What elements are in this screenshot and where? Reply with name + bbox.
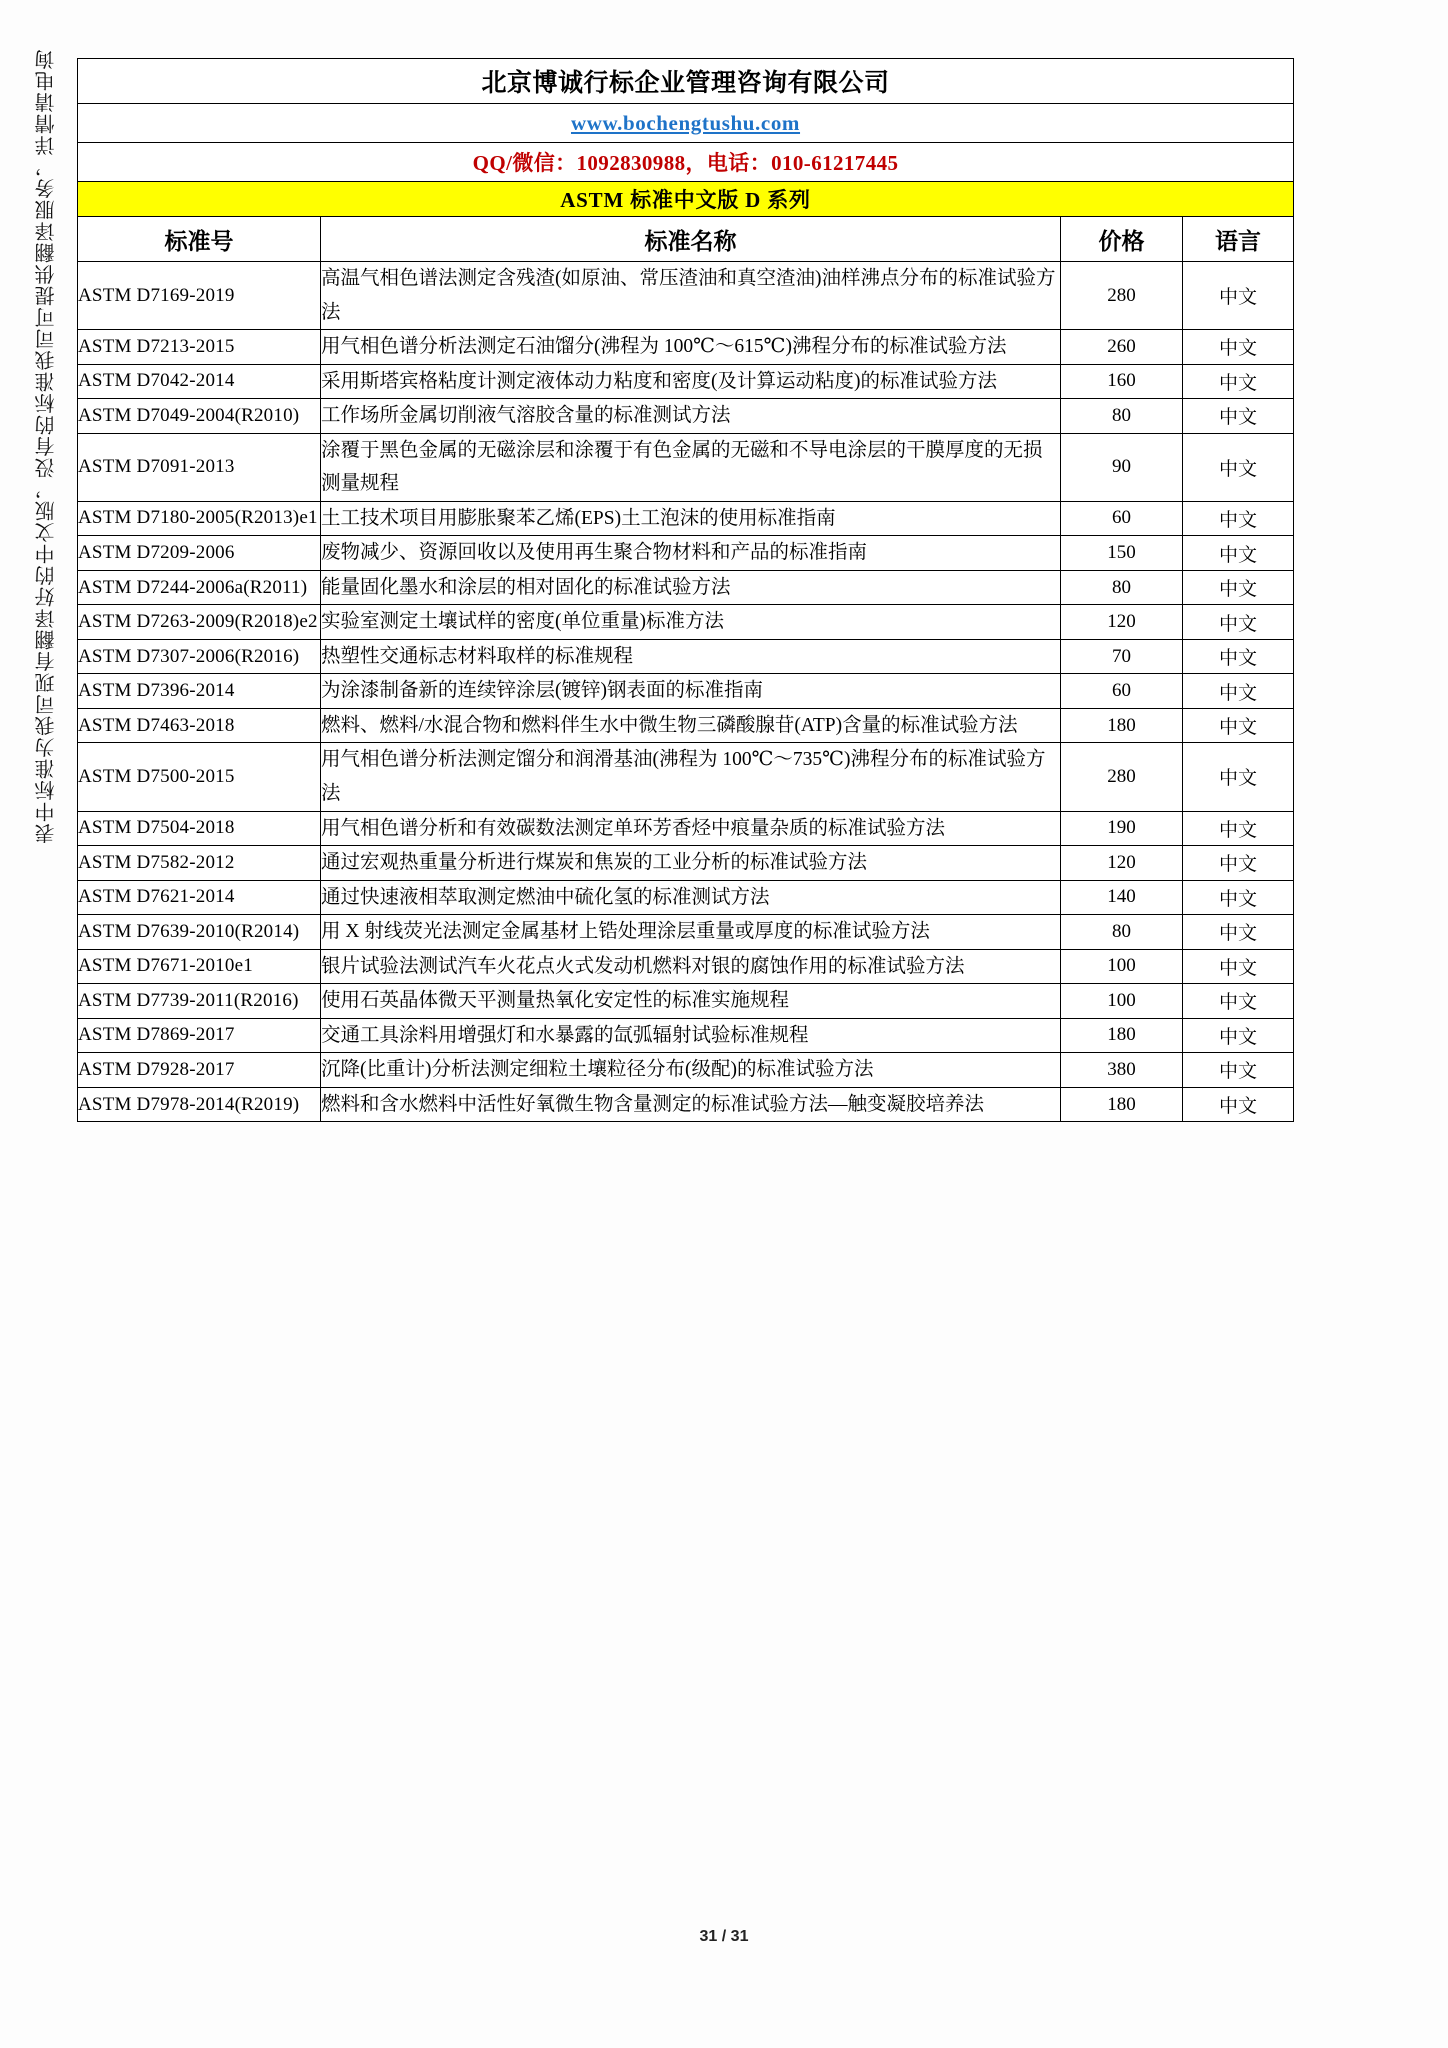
standard-code: ASTM D7671-2010e1 <box>78 949 321 984</box>
standard-code: ASTM D7739-2011(R2016) <box>78 984 321 1019</box>
standard-name: 银片试验法测试汽车火花点火式发动机燃料对银的腐蚀作用的标准试验方法 <box>321 949 1061 984</box>
standard-name: 交通工具涂料用增强灯和水暴露的氙弧辐射试验标准规程 <box>321 1018 1061 1053</box>
standard-language: 中文 <box>1183 949 1294 984</box>
website-cell <box>78 104 1294 143</box>
standard-code: ASTM D7042-2014 <box>78 364 321 399</box>
standard-price: 280 <box>1061 262 1183 330</box>
standard-language: 中文 <box>1183 880 1294 915</box>
website-link[interactable]: www.bochengtushu.com <box>570 110 801 135</box>
standard-name: 使用石英晶体微天平测量热氧化安定性的标准实施规程 <box>321 984 1061 1019</box>
table-row <box>78 674 1294 709</box>
contact-info: QQ/微信：1092830988，电话：010-61217445 <box>78 143 1294 182</box>
standard-code: ASTM D7180-2005(R2013)e1 <box>78 501 321 536</box>
standard-name: 通过宏观热重量分析进行煤炭和焦炭的工业分析的标准试验方法 <box>321 846 1061 881</box>
standard-language: 中文 <box>1183 605 1294 640</box>
table-row <box>78 536 1294 571</box>
standard-name: 燃料和含水燃料中活性好氧微生物含量测定的标准试验方法—触变凝胶培养法 <box>321 1087 1061 1122</box>
standard-name: 热塑性交通标志材料取样的标准规程 <box>321 639 1061 674</box>
standard-price: 100 <box>1061 949 1183 984</box>
standard-name: 燃料、燃料/水混合物和燃料伴生水中微生物三磷酸腺苷(ATP)含量的标准试验方法 <box>321 708 1061 743</box>
table-row <box>78 915 1294 950</box>
standard-language: 中文 <box>1183 433 1294 501</box>
table-row <box>78 880 1294 915</box>
table-row <box>78 811 1294 846</box>
table-row <box>78 743 1294 811</box>
standard-language: 中文 <box>1183 1018 1294 1053</box>
standard-code: ASTM D7504-2018 <box>78 811 321 846</box>
standard-code: ASTM D7396-2014 <box>78 674 321 709</box>
series-banner: ASTM 标准中文版 D 系列 <box>78 182 1294 217</box>
standard-price: 90 <box>1061 433 1183 501</box>
company-title-row <box>78 59 1294 104</box>
standard-language: 中文 <box>1183 364 1294 399</box>
standard-name: 用气相色谱分析和有效碳数法测定单环芳香烃中痕量杂质的标准试验方法 <box>321 811 1061 846</box>
website-row <box>78 104 1294 143</box>
standard-language: 中文 <box>1183 570 1294 605</box>
contact-row <box>78 143 1294 182</box>
standard-price: 380 <box>1061 1053 1183 1088</box>
standard-code: ASTM D7500-2015 <box>78 743 321 811</box>
standard-price: 100 <box>1061 984 1183 1019</box>
standard-name: 涂覆于黑色金属的无磁涂层和涂覆于有色金属的无磁和不导电涂层的干膜厚度的无损测量规程 <box>321 433 1061 501</box>
standard-code: ASTM D7307-2006(R2016) <box>78 639 321 674</box>
standard-code: ASTM D7928-2017 <box>78 1053 321 1088</box>
standard-price: 160 <box>1061 364 1183 399</box>
table-row <box>78 262 1294 330</box>
standard-language: 中文 <box>1183 501 1294 536</box>
standard-price: 180 <box>1061 1087 1183 1122</box>
standard-price: 120 <box>1061 605 1183 640</box>
column-header-name: 标准名称 <box>321 217 1061 262</box>
column-header-code: 标准号 <box>78 217 321 262</box>
standard-name: 高温气相色谱法测定含残渣(如原油、常压渣油和真空渣油)油样沸点分布的标准试验方法 <box>321 262 1061 330</box>
standard-language: 中文 <box>1183 743 1294 811</box>
standard-price: 180 <box>1061 1018 1183 1053</box>
standard-price: 60 <box>1061 674 1183 709</box>
standard-price: 80 <box>1061 570 1183 605</box>
standard-language: 中文 <box>1183 846 1294 881</box>
standard-code: ASTM D7869-2017 <box>78 1018 321 1053</box>
standard-name: 沉降(比重计)分析法测定细粒土壤粒径分布(级配)的标准试验方法 <box>321 1053 1061 1088</box>
standard-language: 中文 <box>1183 1053 1294 1088</box>
table-row <box>78 570 1294 605</box>
column-header-row <box>78 217 1294 262</box>
standard-code: ASTM D7582-2012 <box>78 846 321 881</box>
standard-language: 中文 <box>1183 674 1294 709</box>
table-row <box>78 708 1294 743</box>
banner-row <box>78 182 1294 217</box>
standard-language: 中文 <box>1183 330 1294 365</box>
standard-name: 用气相色谱分析法测定石油馏分(沸程为 100℃～615℃)沸程分布的标准试验方法 <box>321 330 1061 365</box>
standard-name: 土工技术项目用膨胀聚苯乙烯(EPS)土工泡沫的使用标准指南 <box>321 501 1061 536</box>
table-row <box>78 949 1294 984</box>
standard-price: 60 <box>1061 501 1183 536</box>
standard-price: 80 <box>1061 399 1183 434</box>
table-row <box>78 639 1294 674</box>
table-row <box>78 330 1294 365</box>
standard-name: 通过快速液相萃取测定燃油中硫化氢的标准测试方法 <box>321 880 1061 915</box>
table-row <box>78 984 1294 1019</box>
standard-code: ASTM D7169-2019 <box>78 262 321 330</box>
standard-code: ASTM D7049-2004(R2010) <box>78 399 321 434</box>
side-note-vertical <box>18 48 76 878</box>
standard-language: 中文 <box>1183 915 1294 950</box>
standard-code: ASTM D7978-2014(R2019) <box>78 1087 321 1122</box>
table-row <box>78 501 1294 536</box>
standard-code: ASTM D7463-2018 <box>78 708 321 743</box>
standards-table <box>77 58 1294 1122</box>
standard-price: 80 <box>1061 915 1183 950</box>
standard-price: 260 <box>1061 330 1183 365</box>
table-row <box>78 605 1294 640</box>
standard-code: ASTM D7244-2006a(R2011) <box>78 570 321 605</box>
standard-name: 实验室测定土壤试样的密度(单位重量)标准方法 <box>321 605 1061 640</box>
table-row <box>78 846 1294 881</box>
standard-code: ASTM D7639-2010(R2014) <box>78 915 321 950</box>
standard-name: 工作场所金属切削液气溶胶含量的标准测试方法 <box>321 399 1061 434</box>
standard-price: 190 <box>1061 811 1183 846</box>
standards-table-container <box>77 58 1293 1122</box>
column-header-lang: 语言 <box>1183 217 1294 262</box>
standard-name: 为涂漆制备新的连续锌涂层(镀锌)钢表面的标准指南 <box>321 674 1061 709</box>
standard-language: 中文 <box>1183 536 1294 571</box>
standard-price: 70 <box>1061 639 1183 674</box>
table-row <box>78 399 1294 434</box>
standard-price: 280 <box>1061 743 1183 811</box>
standard-code: ASTM D7091-2013 <box>78 433 321 501</box>
page-footer <box>0 1928 1448 1946</box>
table-row <box>78 364 1294 399</box>
standard-language: 中文 <box>1183 399 1294 434</box>
standard-code: ASTM D7263-2009(R2018)e2 <box>78 605 321 640</box>
standard-price: 140 <box>1061 880 1183 915</box>
standard-name: 能量固化墨水和涂层的相对固化的标准试验方法 <box>321 570 1061 605</box>
standard-price: 120 <box>1061 846 1183 881</box>
standard-language: 中文 <box>1183 708 1294 743</box>
side-note-text: 表中标准为我司现有翻译好的中文版，没有的标准我司可提供翻译服务，详情请电询 <box>35 48 58 844</box>
table-row <box>78 1087 1294 1122</box>
table-row <box>78 1053 1294 1088</box>
company-title: 北京博诚行标企业管理咨询有限公司 <box>78 59 1294 104</box>
standard-code: ASTM D7213-2015 <box>78 330 321 365</box>
standard-language: 中文 <box>1183 262 1294 330</box>
table-row <box>78 1018 1294 1053</box>
standard-code: ASTM D7621-2014 <box>78 880 321 915</box>
standard-language: 中文 <box>1183 811 1294 846</box>
standard-price: 150 <box>1061 536 1183 571</box>
standard-name: 用气相色谱分析法测定馏分和润滑基油(沸程为 100℃～735℃)沸程分布的标准试验方法 <box>321 743 1061 811</box>
standard-language: 中文 <box>1183 639 1294 674</box>
standard-language: 中文 <box>1183 984 1294 1019</box>
standard-code: ASTM D7209-2006 <box>78 536 321 571</box>
standard-name: 废物减少、资源回收以及使用再生聚合物材料和产品的标准指南 <box>321 536 1061 571</box>
standard-name: 采用斯塔宾格粘度计测定液体动力粘度和密度(及计算运动粘度)的标准试验方法 <box>321 364 1061 399</box>
standard-language: 中文 <box>1183 1087 1294 1122</box>
standard-price: 180 <box>1061 708 1183 743</box>
standard-name: 用 X 射线荧光法测定金属基材上锆处理涂层重量或厚度的标准试验方法 <box>321 915 1061 950</box>
column-header-price: 价格 <box>1061 217 1183 262</box>
table-row <box>78 433 1294 501</box>
page-number: 31 / 31 <box>699 1928 749 1945</box>
